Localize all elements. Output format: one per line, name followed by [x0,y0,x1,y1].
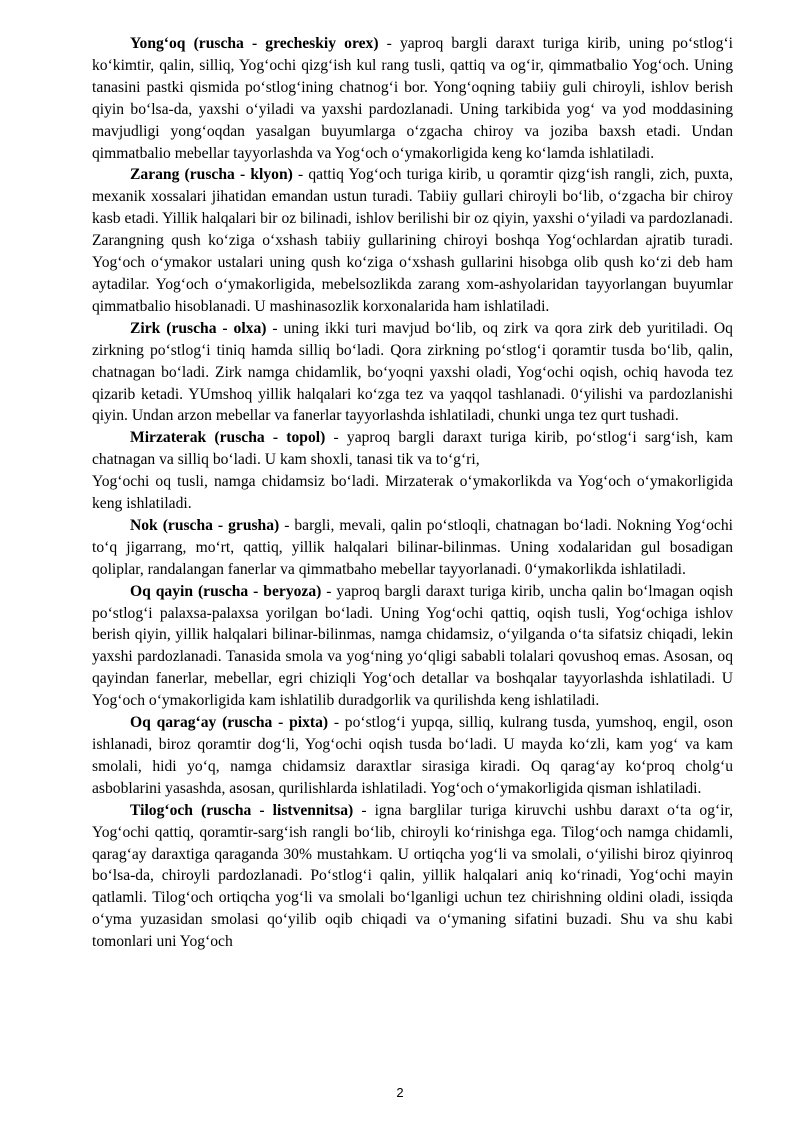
term-zarang: Zarang (ruscha - klyon) [130,166,293,184]
term-nok: Nok (ruscha - grusha) [130,516,280,534]
text-oq-qayin: - yaproq bargli daraxt turiga kirib, uncha qalin bo‘lmagan oqish po‘stlog‘i palaxsa-palaxsa yorilgan bo‘ladi. Uning Yog‘ochi qattiq, oqish tusli, Yog‘ochiga ishlov berish qiyin, yillik halqalari bilinar-bilinmas, namga chidamsiz, o‘yilganda o‘ta sifatsiz chiqadi, lekin yaxshi pardozlanadi. Tanasida smola va yog‘ning yo‘qligi sababli tolalari qovushoq emas. Asosan, oq qayindan fanerlar, mebellar, egri chiziqli Yog‘och detallar va boshqalar tayyorlashda ishlatiladi. U Yog‘och o‘ymakorligida kam ishlatilib duradgorlik va qurilishda keng ishlatiladi. [92,582,734,710]
page-number: 2 [396,1085,404,1100]
paragraph-zirk [92,318,733,428]
term-tilogoch: Tilog‘och (ruscha - listvennitsa) [130,801,354,819]
document-body [92,33,733,953]
paragraph-yongoq [92,33,733,164]
paragraph-zarang [92,164,733,317]
text-zirk: - uning ikki turi mavjud bo‘lib, oq zirk va qora zirk deb yuritiladi. Oq zirkning po‘stlog‘i tiniq hamda silliq bo‘ladi. Qora zirkning po‘stlog‘i qoramtir tusda bo‘lib, qalin, chatnagan bo‘ladi. Zirk namga chidamlik, bo‘yoqni yaxshi oladi, Yog‘ochi oqish, ochiq havoda tez qizarib ketadi. YUmshoq yillik halqalari ko‘zga tez va yaqqol tashlanadi. 0‘yilishi va pardozlanishi qiyin. Undan arzon mebellar va fanerlar tayyorlashda ishlatiladi, chunki unga tez qurt tushadi. [92,319,733,425]
term-mirzaterak: Mirzaterak (ruscha - topol) [130,429,326,447]
text-mirzaterak-continued: Yog‘ochi oq tusli, namga chidamsiz bo‘ladi. Mirzaterak o‘ymakorlikda va Yog‘och o‘ymakorligida keng ishlatiladi. [92,473,733,513]
paragraph-nok [92,515,733,581]
paragraph-mirzaterak-continued [92,471,733,515]
term-zirk: Zirk (ruscha - olxa) [130,319,267,337]
paragraph-oq-qayin [92,581,733,712]
text-mirzaterak: - yaproq bargli daraxt turiga kirib, po‘stlog‘i sarg‘ish, kam chatnagan va silliq bo‘ladi. U kam shoxli, tanasi tik va to‘g‘ri, [92,429,733,469]
term-oq-qaragay: Oq qarag‘ay (ruscha - pixta) [130,714,329,732]
paragraph-tilogoch [92,800,733,953]
term-oq-qayin: Oq qayin (ruscha - beryoza) [130,582,322,600]
text-nok: - bargli, mevali, qalin po‘stloqli, chatnagan bo‘ladi. Nokning Yog‘ochi to‘q jigarrang, mo‘rt, qattiq, yillik halqalari bilinar-bilinmas. Uning xodalaridan gul bosadigan qoliplar, randalangan fanerlar va qimmatbaho mebellar tayyorlanadi. 0‘ymakorlikda ishlatiladi. [92,516,733,578]
paragraph-mirzaterak [92,427,733,471]
text-tilogoch: - igna barglilar turiga kiruvchi ushbu daraxt o‘ta og‘ir, Yog‘ochi qattiq, qoramtir-sarg‘ish rangli bo‘lib, chiroyli ko‘rinishga ega. Tilog‘och namga chidamli, qarag‘ay daraxtiga qaraganda 30% mustahkam. U ortiqcha yog‘li va smolali, o‘yilishi biroz qiyinroq bo‘lsa-da, chiroyli pardozlanadi. Po‘stlog‘i qalin, yillik halqalari aniq ko‘rinadi, Yog‘ochi mayin qatlamli. Tilog‘och ortiqcha yog‘li va smolali bo‘lganligi uchun tez chirishning oldini oladi, issiqda o‘yma yuzasidan smolasi qo‘yilib oqib chiqadi va o‘ymaning sifatini buzadi. Shu va shu kabi tomonlari uni Yog‘och [92,801,733,951]
text-oq-qaragay: - po‘stlog‘i yupqa, silliq, kulrang tusda, yumshoq, engil, oson ishlanadi, biroz qoramtir dog‘li, Yog‘ochi oqish tusda bo‘ladi. U mayda ko‘zli, kam yog‘ va kam smolali, hidi yo‘q, namga chidamsiz daraxtlar sirasiga kiradi. Oq qarag‘ay ko‘proq cholg‘u asboblarini yasashda, asosan, qurilishlarda ishlatiladi. Yog‘och o‘ymakorligida qisman ishlatiladi. [92,714,733,797]
term-yongoq: Yong‘oq (ruscha - grecheskiy orex) [130,35,379,52]
text-yongoq: - yaproq bargli daraxt turiga kirib, uning po‘stlog‘i ko‘kimtir, qalin, silliq, Yog‘ochi qizg‘ish kul rang tusli, qattiq va og‘ir, qimmatbalio Yog‘och. Uning tanasini pastki qismida po‘stlog‘ining chatnog‘i bor. Yong‘oqning tabiiy guli chiroyli, ishlov berish qiyin bo‘lsa-da, yaxshi o‘yiladi va yaxshi pardozlanadi. Uning tarkibida yog‘ va yod moddasining mavjudligi yong‘oqdan yasalgan buyumlarga o‘zgacha chiroy va joziba baxsh etadi. Undan qimmatbalio mebellar tayyorlashda va Yog‘och o‘ymakorligida keng ko‘lamda ishlatiladi. [92,35,733,162]
text-zarang: - qattiq Yog‘och turiga kirib, u qoramtir qizg‘ish rangli, zich, puxta, mexanik xossalari jihatidan emandan ustun turadi. Tabiiy gullari chiroyli bo‘lib, o‘zgacha bir chiroy kasb etadi. Yillik halqalari bir oz bilinadi, ishlov berilishi bir oz qiyin, yaxshi o‘yiladi va pardozlanadi. Zarangning qush ko‘ziga o‘xshash tabiiy gullarining chiroyi boshqa Yog‘ochlardan ajratib turadi. Yog‘och o‘ymakor ustalari uning qush ko‘ziga o‘xshash gullarini hisobga olib qush ko‘zi deb ham aytadilar. Yog‘och o‘ymakorligida, mebelsozlikda zarang xom-ashyolaridan tayyorlangan buyumlar qimmatbalio hisoblanadi. U mashinasozlik korxonalarida ham ishlatiladi. [92,166,733,315]
paragraph-oq-qaragay [92,712,733,800]
